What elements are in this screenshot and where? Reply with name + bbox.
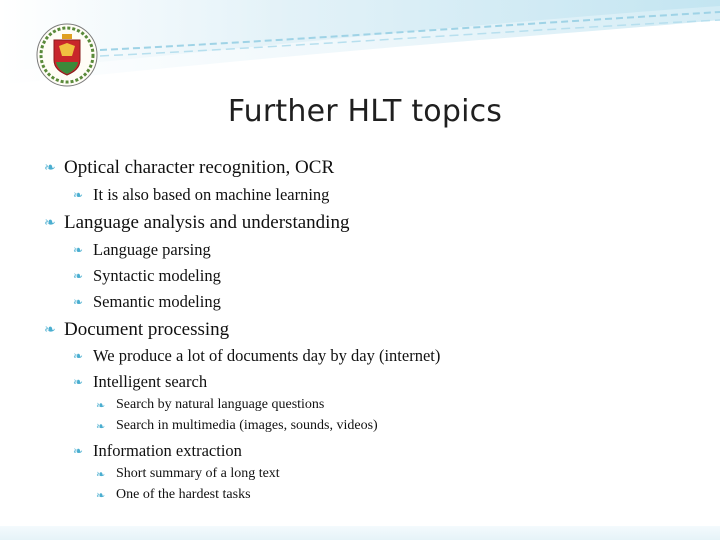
bullet-item-syntactic (73, 266, 221, 286)
swirl-bullet-icon: ❧ (96, 399, 106, 412)
swirl-bullet-icon: ❧ (73, 268, 84, 283)
bullet-text: Syntactic modeling (93, 266, 221, 285)
bullet-text: Information extraction (93, 441, 242, 460)
swirl-bullet-icon: ❧ (73, 374, 84, 389)
swirl-bullet-icon: ❧ (73, 443, 84, 458)
swirl-bullet-icon: ❧ (44, 322, 56, 338)
bullet-text: Language parsing (93, 240, 211, 259)
bullet-item-hardest-tasks (96, 487, 251, 503)
bullet-item-semantic (73, 292, 221, 312)
bullet-item-short-summary (96, 466, 280, 482)
swirl-bullet-icon: ❧ (44, 215, 56, 231)
swirl-bullet-icon: ❧ (73, 242, 84, 257)
swirl-bullet-icon: ❧ (96, 468, 106, 481)
bullet-item-language-analysis (44, 212, 349, 234)
footer-band-decoration (0, 526, 720, 540)
bullet-text: Search in multimedia (images, sounds, videos) (116, 418, 378, 433)
bullet-item-ocr (44, 157, 334, 179)
bullet-text: Intelligent search (93, 372, 208, 391)
bullet-item-natural-language-questions (96, 397, 324, 413)
bullet-text: We produce a lot of documents day by day (internet) (93, 346, 441, 365)
bullet-text: Search by natural language questions (116, 397, 325, 412)
bullet-text: Short summary of a long text (116, 466, 280, 481)
bullet-item-intelligent-search (73, 372, 207, 392)
bullet-text: Document processing (64, 319, 230, 340)
swirl-bullet-icon: ❧ (73, 187, 84, 202)
bullet-text: Optical character recognition, OCR (64, 157, 335, 178)
bullet-item-information-extraction (73, 441, 242, 461)
bullet-item-document-processing (44, 319, 229, 341)
bullet-item-ocr-ml (73, 185, 329, 205)
bullet-item-documents-internet (73, 346, 440, 366)
bullet-item-multimedia-search (96, 418, 378, 434)
bullet-text: One of the hardest tasks (116, 487, 251, 502)
bullet-text: It is also based on machine learning (93, 185, 330, 204)
swirl-bullet-icon: ❧ (73, 294, 84, 309)
university-logo (34, 22, 100, 88)
swirl-bullet-icon: ❧ (44, 160, 56, 176)
swirl-bullet-icon: ❧ (96, 489, 106, 502)
bullet-text: Semantic modeling (93, 292, 221, 311)
swirl-bullet-icon: ❧ (96, 420, 106, 433)
bullet-item-parsing (73, 240, 211, 260)
bullet-text: Language analysis and understanding (64, 212, 350, 233)
slide-title: Further HLT topics (227, 94, 503, 129)
swirl-bullet-icon: ❧ (73, 348, 84, 363)
